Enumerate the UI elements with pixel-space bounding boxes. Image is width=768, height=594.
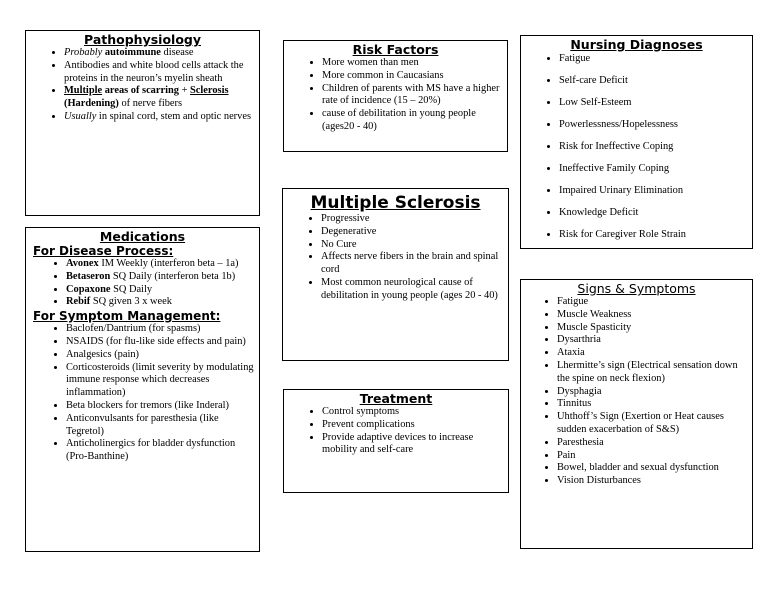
disease-process-list <box>26 258 259 309</box>
drug-name: Copaxone <box>66 283 111 295</box>
list-item: • Muscle Weakness <box>557 309 748 322</box>
list-item: • Knowledge Deficit <box>559 206 748 219</box>
treatment-title: Treatment <box>359 391 433 406</box>
list-item <box>64 47 255 60</box>
list-item: • Dysarthria <box>557 334 748 347</box>
risk-factors-title: Risk Factors <box>352 42 439 57</box>
list-item: • Dysphagia <box>557 386 748 399</box>
list-item: • Powerlessness/Hopelessness <box>559 118 748 131</box>
list-item-text: in spinal cord, stem and optic nerves <box>96 110 251 122</box>
list-item-text: Sclerosis <box>190 85 229 97</box>
list-item: • Bowel, bladder and sexual dysfunction <box>557 462 748 475</box>
list-item: • cause of debilitation in young people (ages20 - 40) <box>322 108 503 134</box>
list-item: • Beta blockers for tremors (like Inderal) <box>66 400 255 413</box>
list-item: • Pain <box>557 450 748 463</box>
list-item: • No Cure <box>321 239 504 252</box>
list-item: • Ineffective Family Coping <box>559 162 748 175</box>
list-item: • Paresthesia <box>557 437 748 450</box>
list-item: • Progressive <box>321 213 504 226</box>
list-item: • Provide adaptive devices to increase mobility and self-care <box>322 432 504 458</box>
list-item: • Ataxia <box>557 347 748 360</box>
drug-detail: SQ Daily (interferon beta 1b) <box>110 270 236 282</box>
drug-detail: SQ given 3 x week <box>90 296 172 308</box>
medications-title: Medications <box>99 229 186 244</box>
list-item: • Muscle Spasticity <box>557 322 748 335</box>
list-item: • Most common neurological cause of debilitation in young people (ages 20 - 40) <box>321 277 504 303</box>
list-item: • Corticosteroids (limit severity by modulating immune response which decreases inflammation) <box>66 362 255 400</box>
list-item: • Low Self-Esteem <box>559 96 748 109</box>
disease-process-heading: For Disease Process: <box>33 244 174 258</box>
list-item: • Baclofen/Dantrium (for spasms) <box>66 323 255 336</box>
list-item-text: disease <box>160 47 194 58</box>
multiple-sclerosis-title: Multiple Sclerosis <box>310 193 481 213</box>
list-item: • Risk for Ineffective Coping <box>559 140 748 153</box>
list-item <box>64 111 255 124</box>
list-item <box>66 271 255 284</box>
treatment-list <box>284 406 508 457</box>
multiple-sclerosis-list <box>283 213 508 303</box>
nursing-diagnoses-box <box>520 35 753 249</box>
list-item: • Lhermitte’s sign (Electrical sensation down the spine on neck flexion) <box>557 360 748 386</box>
list-item: • Children of parents with MS have a higher rate of incidence (15 – 20%) <box>322 83 503 109</box>
pathophysiology-list <box>26 47 259 124</box>
nursing-diagnoses-title: Nursing Diagnoses <box>570 37 703 52</box>
risk-factors-list <box>284 57 507 134</box>
list-item: • Vision Disturbances <box>557 475 748 488</box>
list-item: • Fatigue <box>557 296 748 309</box>
list-item: • Affects nerve fibers in the brain and spinal cord <box>321 251 504 277</box>
list-item <box>64 85 255 111</box>
list-item-text: autoimmune <box>104 47 161 58</box>
list-item-text: of nerve fibers <box>118 98 183 110</box>
pathophysiology-title: Pathophysiology <box>84 32 201 47</box>
list-item-text: Multiple <box>64 85 103 97</box>
list-item: • NSAIDS (for flu-like side effects and pain) <box>66 336 255 349</box>
list-item: • More common in Caucasians <box>322 70 503 83</box>
pathophysiology-box <box>25 30 260 216</box>
list-item-text: areas of scarring <box>102 85 179 97</box>
drug-name: Betaseron <box>66 270 111 282</box>
risk-factors-box <box>283 40 508 152</box>
symptom-management-list <box>26 323 259 464</box>
treatment-box <box>283 389 509 493</box>
medications-box <box>25 227 260 552</box>
list-item: • Impaired Urinary Elimination <box>559 184 748 197</box>
list-item-text: + <box>178 85 191 97</box>
list-item <box>66 296 255 309</box>
list-item: • Anticholinergics for bladder dysfunction (Pro-Banthine) <box>66 438 255 464</box>
list-item: • Analgesics (pain) <box>66 349 255 362</box>
drug-detail: IM Weekly (interferon beta – 1a) <box>98 258 239 269</box>
signs-symptoms-box <box>520 279 753 549</box>
drug-name: Rebif <box>66 296 91 308</box>
list-item: • Risk for Caregiver Role Strain <box>559 228 748 241</box>
list-item: • Tinnitus <box>557 398 748 411</box>
list-item <box>66 258 255 271</box>
signs-symptoms-title: Signs & Symptoms <box>577 281 696 296</box>
signs-symptoms-list <box>521 296 752 488</box>
list-item-text: Usually <box>64 110 97 122</box>
list-item: • Antibodies and white blood cells attack the proteins in the neuron’s myelin sheath <box>64 60 255 86</box>
symptom-management-heading: For Symptom Management: <box>33 309 221 324</box>
list-item: • Self-care Deficit <box>559 74 748 87</box>
list-item: • Prevent complications <box>322 419 504 432</box>
list-item: • Uhthoff’s Sign (Exertion or Heat causes sudden exacerbation of S&S) <box>557 411 748 437</box>
drug-name: Avonex <box>66 258 99 269</box>
list-item: • Degenerative <box>321 226 504 239</box>
list-item: • Fatigue <box>559 52 748 65</box>
list-item: • Control symptoms <box>322 406 504 419</box>
list-item-text: Probably <box>64 47 103 58</box>
drug-detail: SQ Daily <box>110 283 153 295</box>
list-item <box>66 284 255 297</box>
nursing-diagnoses-list <box>521 52 752 241</box>
list-item: • More women than men <box>322 57 503 70</box>
list-item-text: (Hardening) <box>64 98 119 110</box>
multiple-sclerosis-box <box>282 188 509 361</box>
list-item: • Anticonvulsants for paresthesia (like Tegretol) <box>66 413 255 439</box>
